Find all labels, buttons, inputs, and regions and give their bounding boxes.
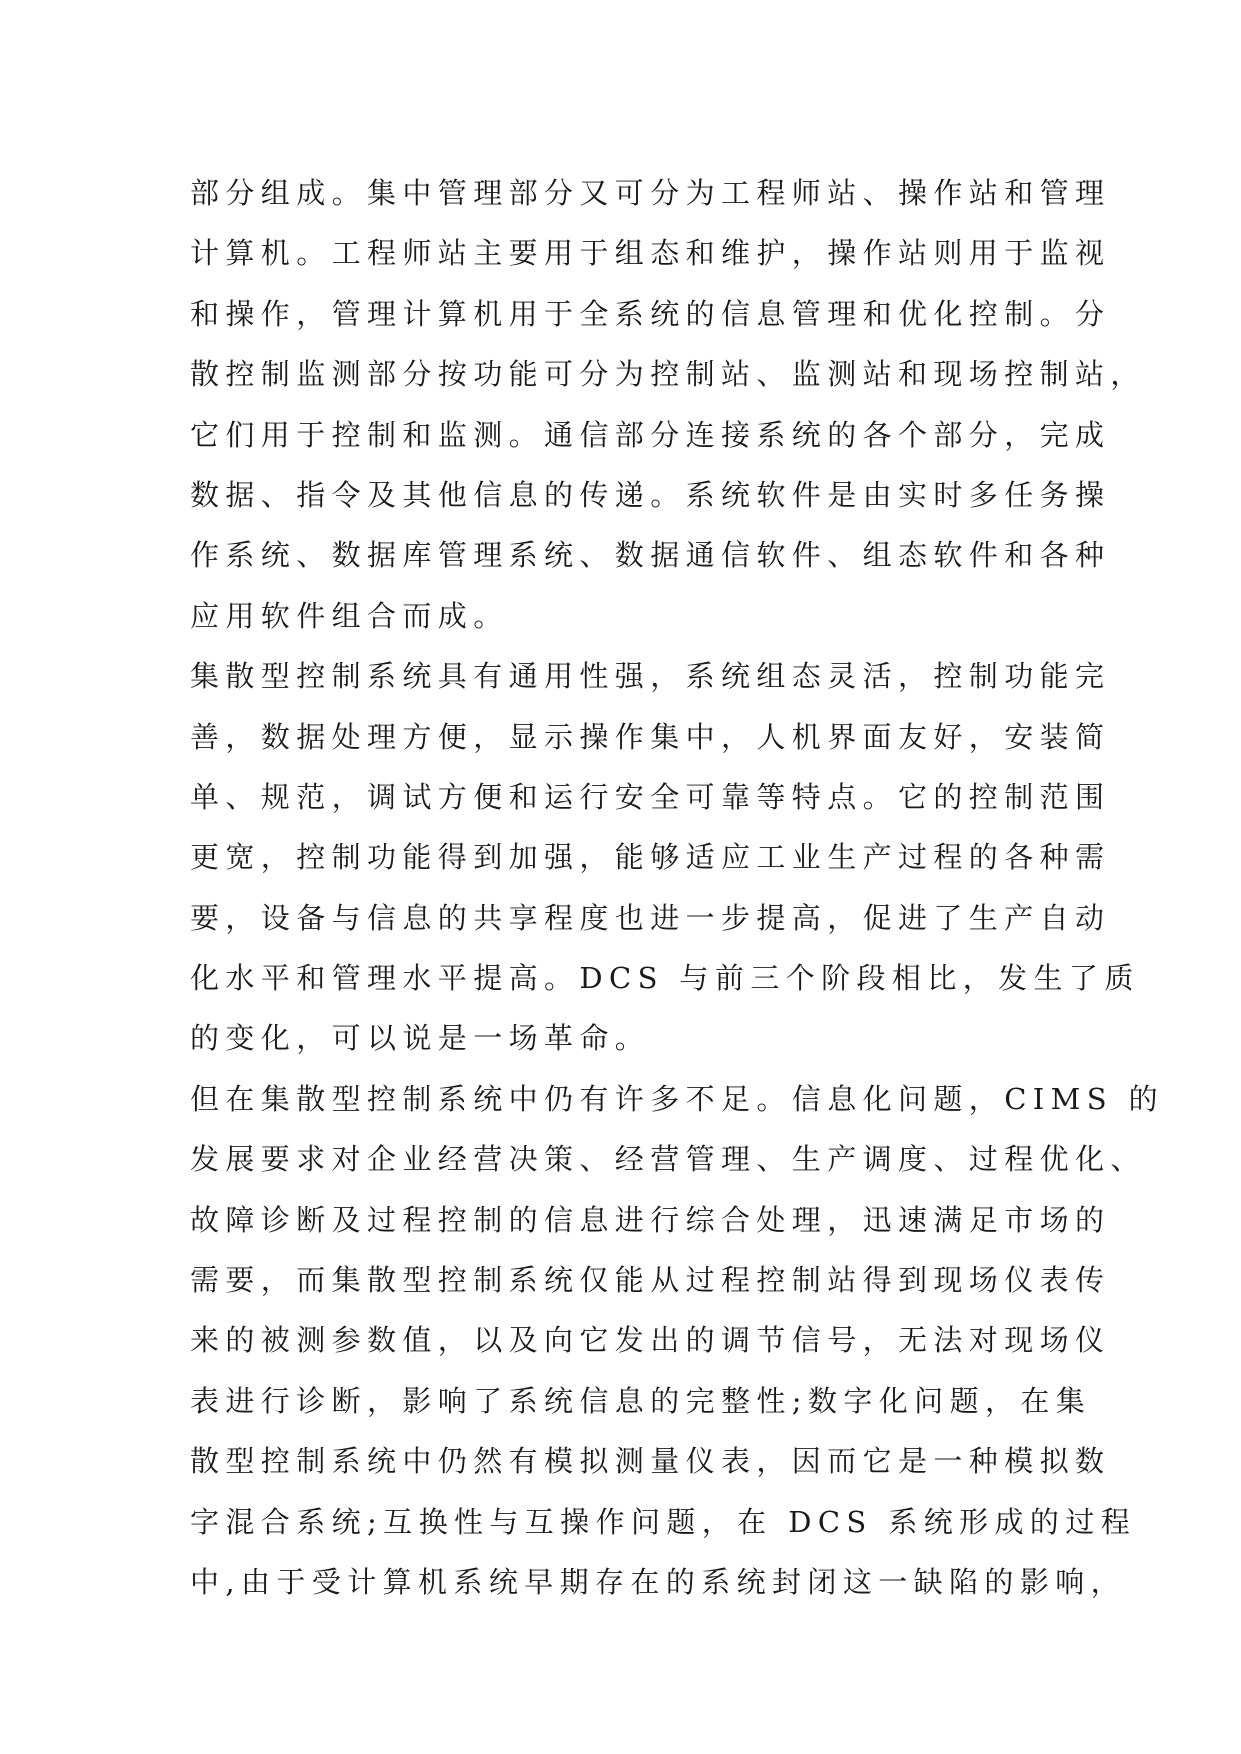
text-line: 集散型控制系统具有通用性强，系统组态灵活，控制功能完 bbox=[190, 659, 1111, 694]
document-body bbox=[190, 163, 1165, 1612]
text-line: 故障诊断及过程控制的信息进行综合处理，迅速满足市场的 bbox=[190, 1202, 1111, 1237]
text-line: 和操作，管理计算机用于全系统的信息管理和优化控制。分 bbox=[190, 296, 1111, 331]
text-line: 更宽，控制功能得到加强，能够适应工业生产过程的各种需 bbox=[190, 840, 1111, 875]
text-line: 表进行诊断，影响了系统信息的完整性;数字化问题，在集 bbox=[190, 1383, 1092, 1418]
text-line: 数据、指令及其他信息的传递。系统软件是由实时多任务操 bbox=[190, 477, 1111, 512]
text-line: 单、规范，调试方便和运行安全可靠等特点。它的控制范围 bbox=[190, 779, 1111, 814]
text-line: 散控制监测部分按功能可分为控制站、监测站和现场控制站， bbox=[190, 357, 1146, 392]
text-line: 它们用于控制和监测。通信部分连接系统的各个部分，完成 bbox=[190, 417, 1111, 452]
text-line: 善，数据处理方便，显示操作集中，人机界面友好，安装简 bbox=[190, 719, 1111, 754]
text-line: 发展要求对企业经营决策、经营管理、生产调度、过程优化、 bbox=[190, 1142, 1146, 1177]
text-line: 作系统、数据库管理系统、数据通信软件、组态软件和各种 bbox=[190, 538, 1111, 573]
text-line: 散型控制系统中仍然有模拟测量仪表，因而它是一种模拟数 bbox=[190, 1444, 1111, 1479]
text-line: 化水平和管理水平提高。DCS 与前三个阶段相比，发生了质 bbox=[190, 961, 1140, 996]
text-line: 部分组成。集中管理部分又可分为工程师站、操作站和管理 bbox=[190, 176, 1111, 210]
text-line: 来的被测参数值，以及向它发出的调节信号，无法对现场仪 bbox=[190, 1323, 1111, 1358]
text-line: 要，设备与信息的共享程度也进一步提高，促进了生产自动 bbox=[190, 900, 1111, 935]
text-line: 的变化，可以说是一场革命。 bbox=[190, 1021, 651, 1056]
text-line: 字混合系统;互换性与互操作问题，在 DCS 系统形成的过程 bbox=[190, 1504, 1137, 1539]
text-line: 中,由于受计算机系统早期存在的系统封闭这一缺陷的影响， bbox=[190, 1564, 1127, 1599]
text-line: 但在集散型控制系统中仍有许多不足。信息化问题，CIMS 的 bbox=[190, 1081, 1165, 1116]
text-line: 应用软件组合而成。 bbox=[190, 598, 509, 633]
text-line: 计算机。工程师站主要用于组态和维护，操作站则用于监视 bbox=[190, 236, 1111, 271]
text-line: 需要，而集散型控制系统仅能从过程控制站得到现场仪表传 bbox=[190, 1263, 1111, 1298]
